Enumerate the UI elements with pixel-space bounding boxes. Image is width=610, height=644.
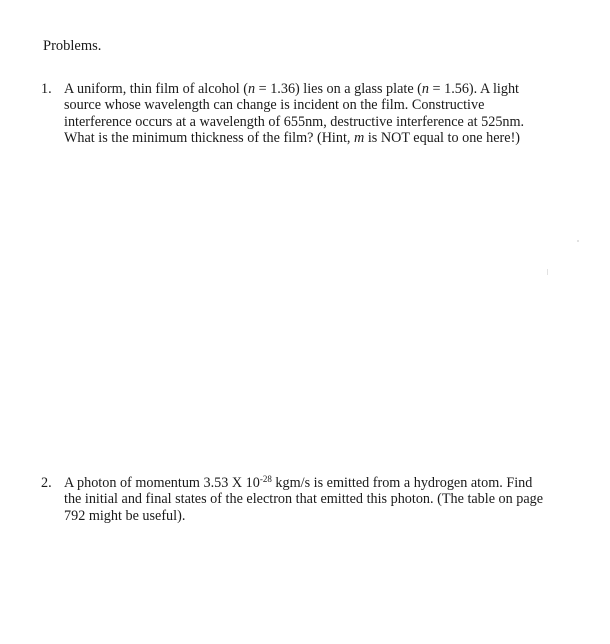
problem-2-line-2: the initial and final states of the electron that emitted this photon. (The table on page (64, 491, 544, 508)
scan-speck (547, 269, 548, 275)
problem-2 (41, 475, 586, 524)
problem-1-line-3: interference occurs at a wavelength of 655nm, destructive interference at 525nm. (64, 113, 525, 130)
section-heading: Problems. (43, 38, 102, 54)
problem-2-text (64, 475, 586, 524)
problem-1-line-1: A uniform, thin film of alcohol (n = 1.36) lies on a glass plate (n = 1.56). A light (64, 81, 519, 97)
problem-1 (41, 81, 586, 146)
exponent: -28 (259, 474, 272, 484)
scan-speck (577, 240, 579, 242)
problem-1-line-2: source whose wavelength can change is incident on the film. Constructive (64, 97, 485, 114)
problem-1-text (64, 81, 586, 146)
problem-2-line-1: A photon of momentum 3.53 X $10^{-28}$ kgm/s is emitted from a hydrogen atom. Find (64, 474, 533, 491)
problem-1-line-4: What is the minimum thickness of the film? (Hint, m is NOT equal to one here!) (64, 129, 521, 146)
problem-2-number: 2. (41, 475, 52, 491)
problem-1-number: 1. (41, 81, 52, 97)
problem-2-line-3: 792 might be useful). (64, 507, 186, 524)
